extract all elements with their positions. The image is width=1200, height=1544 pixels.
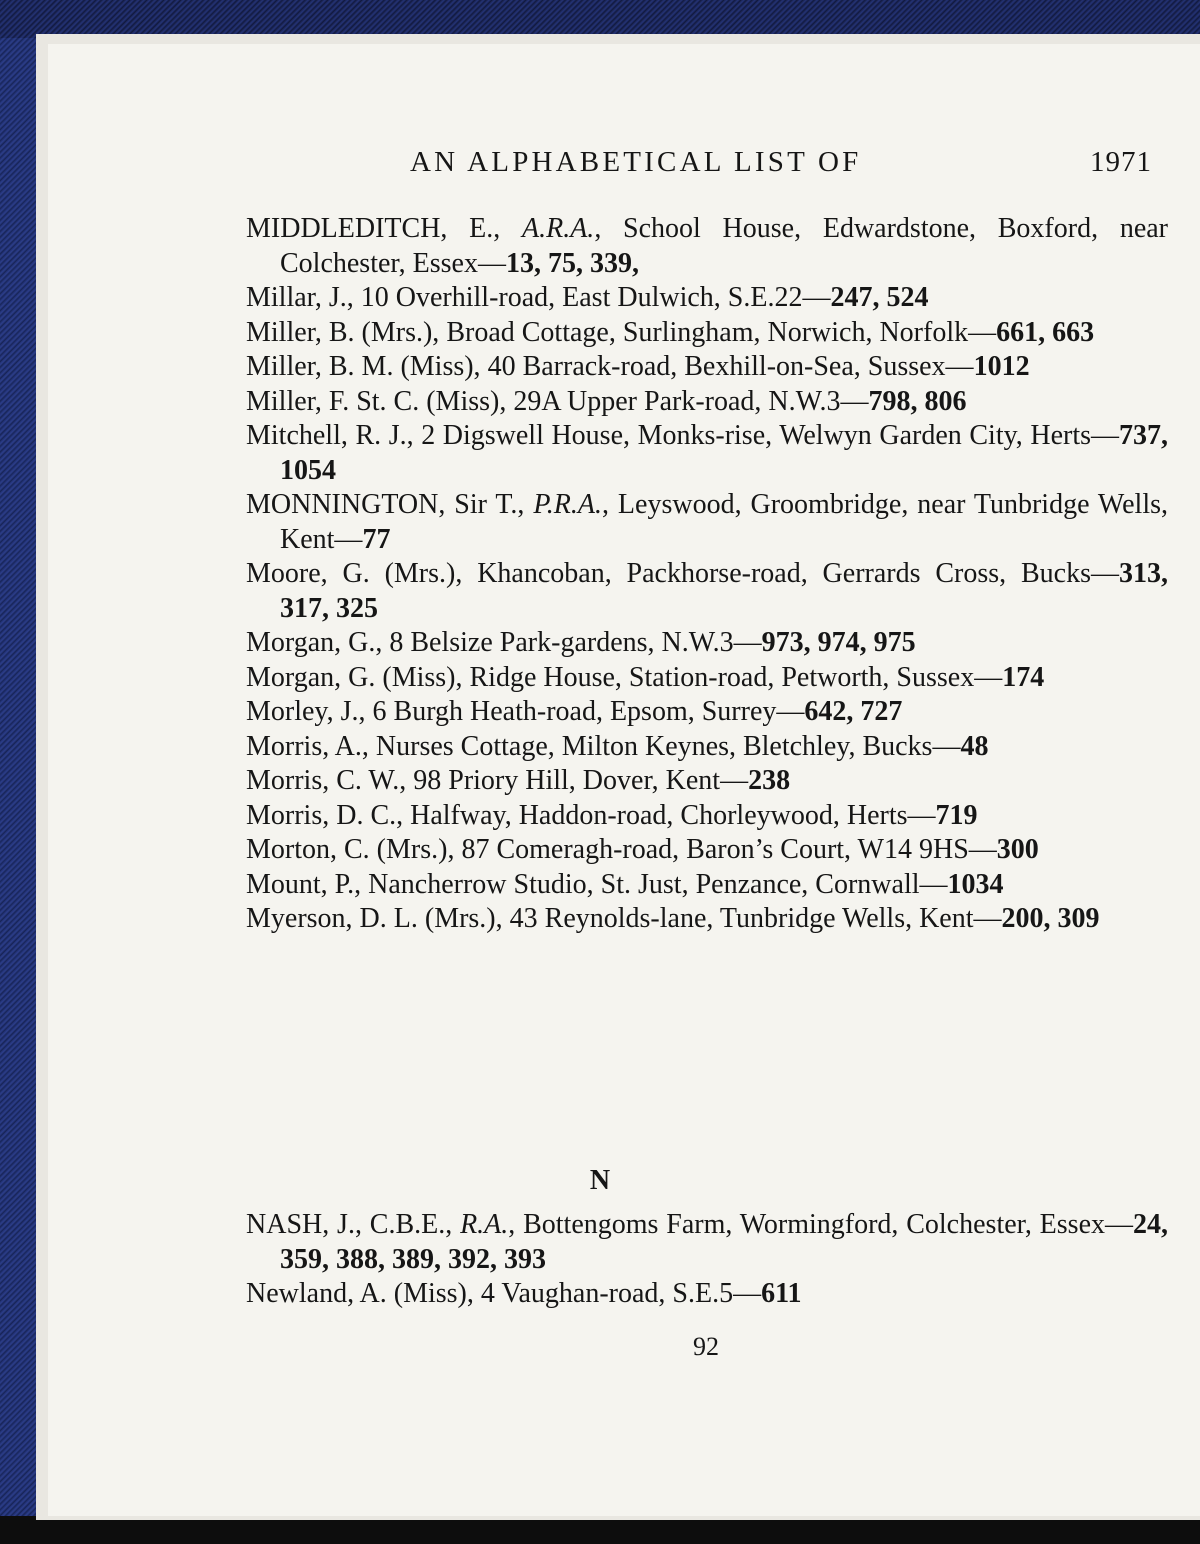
entry-honours: A.R.A. (522, 213, 595, 244)
entry-catalogue-numbers: 24, 359, 388, 389, 392, 393 (280, 1209, 1168, 1275)
entry-address: Halfway, Haddon-road, Chorleywood, Herts— (410, 799, 936, 831)
entry-address: 29A Upper Park-road, N.W.3— (513, 385, 869, 417)
entry-name: Millar, J., (246, 282, 361, 313)
background-bottom (0, 1516, 1200, 1544)
list-entry (246, 626, 1168, 661)
entry-address: 40 Barrack-road, Bexhill-on-Sea, Sussex— (487, 351, 974, 382)
entry-name: Newland, A. (Miss), (246, 1278, 481, 1309)
entry-name: Mitchell, R. J., (246, 420, 422, 451)
entry-name: Morton, C. (Mrs.), (246, 834, 462, 865)
running-head-title: AN ALPHABETICAL LIST OF (410, 146, 862, 178)
entry-catalogue-numbers: 973, 974, 975 (761, 627, 916, 658)
entry-name: Miller, F. St. C. (Miss), (246, 385, 514, 417)
entry-catalogue-numbers: 737, 1054 (280, 420, 1168, 486)
entries-list-m (246, 212, 1168, 937)
entry-catalogue-numbers: 313, 317, 325 (280, 558, 1168, 624)
entry-name: Moore, G. (Mrs.), (246, 558, 478, 589)
entry-name: Morris, C. W., (246, 765, 414, 796)
entry-honours: P.R.A. (533, 489, 603, 520)
entry-address: Khancoban, Packhorse-road, Gerrards Cross, Bucks— (477, 558, 1119, 589)
entry-catalogue-numbers: 300 (996, 834, 1039, 865)
entry-address: 10 Overhill-road, East Dulwich, S.E.22— (360, 282, 831, 313)
entry-address: 6 Burgh Heath-road, Epsom, Surrey— (372, 696, 805, 727)
entry-name: Miller, B. M. (Miss), (246, 351, 488, 382)
entry-catalogue-numbers: 642, 727 (804, 696, 903, 727)
list-entry (246, 902, 1168, 937)
entry-name: MONNINGTON, Sir T., (246, 489, 534, 520)
entry-name: Mount, P., (246, 868, 369, 900)
running-head (410, 146, 1170, 186)
entry-address: , Bottengoms Farm, Wormingford, Colchester, Essex— (508, 1209, 1133, 1240)
entry-address: 8 Belsize Park-gardens, N.W.3— (389, 627, 762, 658)
entry-address: 98 Priory Hill, Dover, Kent— (413, 765, 749, 796)
entry-catalogue-numbers: 1034 (947, 868, 1004, 900)
list-entry (246, 661, 1168, 696)
entry-address: Nancherrow Studio, St. Just, Penzance, Cornwall— (368, 868, 948, 900)
list-entry (246, 212, 1168, 281)
entry-address: 2 Digswell House, Monks-rise, Welwyn Garden City, Herts— (421, 420, 1119, 451)
list-entry (246, 557, 1168, 626)
list-entry (246, 350, 1168, 385)
entry-catalogue-numbers: 200, 309 (1001, 903, 1100, 934)
entry-catalogue-numbers: 661, 663 (996, 316, 1095, 348)
book-cover-top-edge (0, 0, 1200, 38)
entry-catalogue-numbers: 48 (960, 730, 989, 762)
list-entry (246, 730, 1168, 765)
entry-address: Ridge House, Station-road, Petworth, Sussex— (469, 661, 1003, 693)
entry-catalogue-numbers: 1012 (973, 351, 1030, 382)
list-entry (246, 385, 1168, 420)
entry-catalogue-numbers: 798, 806 (868, 385, 967, 417)
entry-address: , Leyswood, Groombridge, near Tunbridge Wells, Kent— (280, 489, 1168, 555)
entry-name: Morgan, G., (246, 627, 390, 658)
list-entry (246, 488, 1168, 557)
entry-name: Myerson, D. L. (Mrs.), (246, 903, 510, 934)
list-entry (246, 695, 1168, 730)
list-entry (246, 764, 1168, 799)
entry-catalogue-numbers: 13, 75, 339, (505, 247, 639, 279)
list-entry (246, 316, 1168, 351)
entry-address: 87 Comeragh-road, Baron’s Court, W14 9HS— (461, 834, 997, 865)
page-number: 92 (693, 1332, 719, 1361)
entry-catalogue-numbers: 174 (1002, 661, 1045, 693)
list-entry (246, 1208, 1168, 1277)
list-entry (246, 833, 1168, 868)
entry-name: NASH, J., C.B.E., (246, 1209, 461, 1240)
entry-address: Broad Cottage, Surlingham, Norwich, Norfolk— (446, 316, 997, 348)
entry-name: Morris, D. C., (246, 799, 411, 831)
entries-list-n (246, 1208, 1168, 1312)
entry-catalogue-numbers: 719 (935, 799, 978, 831)
entry-honours: R.A. (460, 1209, 509, 1240)
entry-name: Miller, B. (Mrs.), (246, 316, 447, 348)
list-entry (246, 868, 1168, 903)
entry-catalogue-numbers: 247, 524 (830, 282, 929, 313)
section-letter: N (589, 1165, 611, 1196)
entry-catalogue-numbers: 238 (748, 765, 791, 796)
entry-name: MIDDLEDITCH, E., (246, 213, 522, 244)
list-entry (246, 799, 1168, 834)
entry-name: Morgan, G. (Miss), (246, 661, 470, 693)
entry-catalogue-numbers: 77 (362, 523, 391, 555)
entry-address: , School House, Edwardstone, Boxford, near Colchester, Essex— (280, 213, 1168, 279)
list-entry (246, 1277, 1168, 1312)
entry-name: Morley, J., (246, 696, 373, 727)
entry-address: 4 Vaughan-road, S.E.5— (480, 1278, 762, 1309)
running-head-year: 1971 (1090, 146, 1152, 178)
entry-address: 43 Reynolds-lane, Tunbridge Wells, Kent— (509, 903, 1002, 934)
list-entry (246, 281, 1168, 316)
entry-address: Nurses Cottage, Milton Keynes, Bletchley, Bucks— (375, 730, 961, 762)
list-entry (246, 419, 1168, 488)
entry-catalogue-numbers: 611 (761, 1278, 802, 1309)
entry-name: Morris, A., (246, 730, 376, 762)
